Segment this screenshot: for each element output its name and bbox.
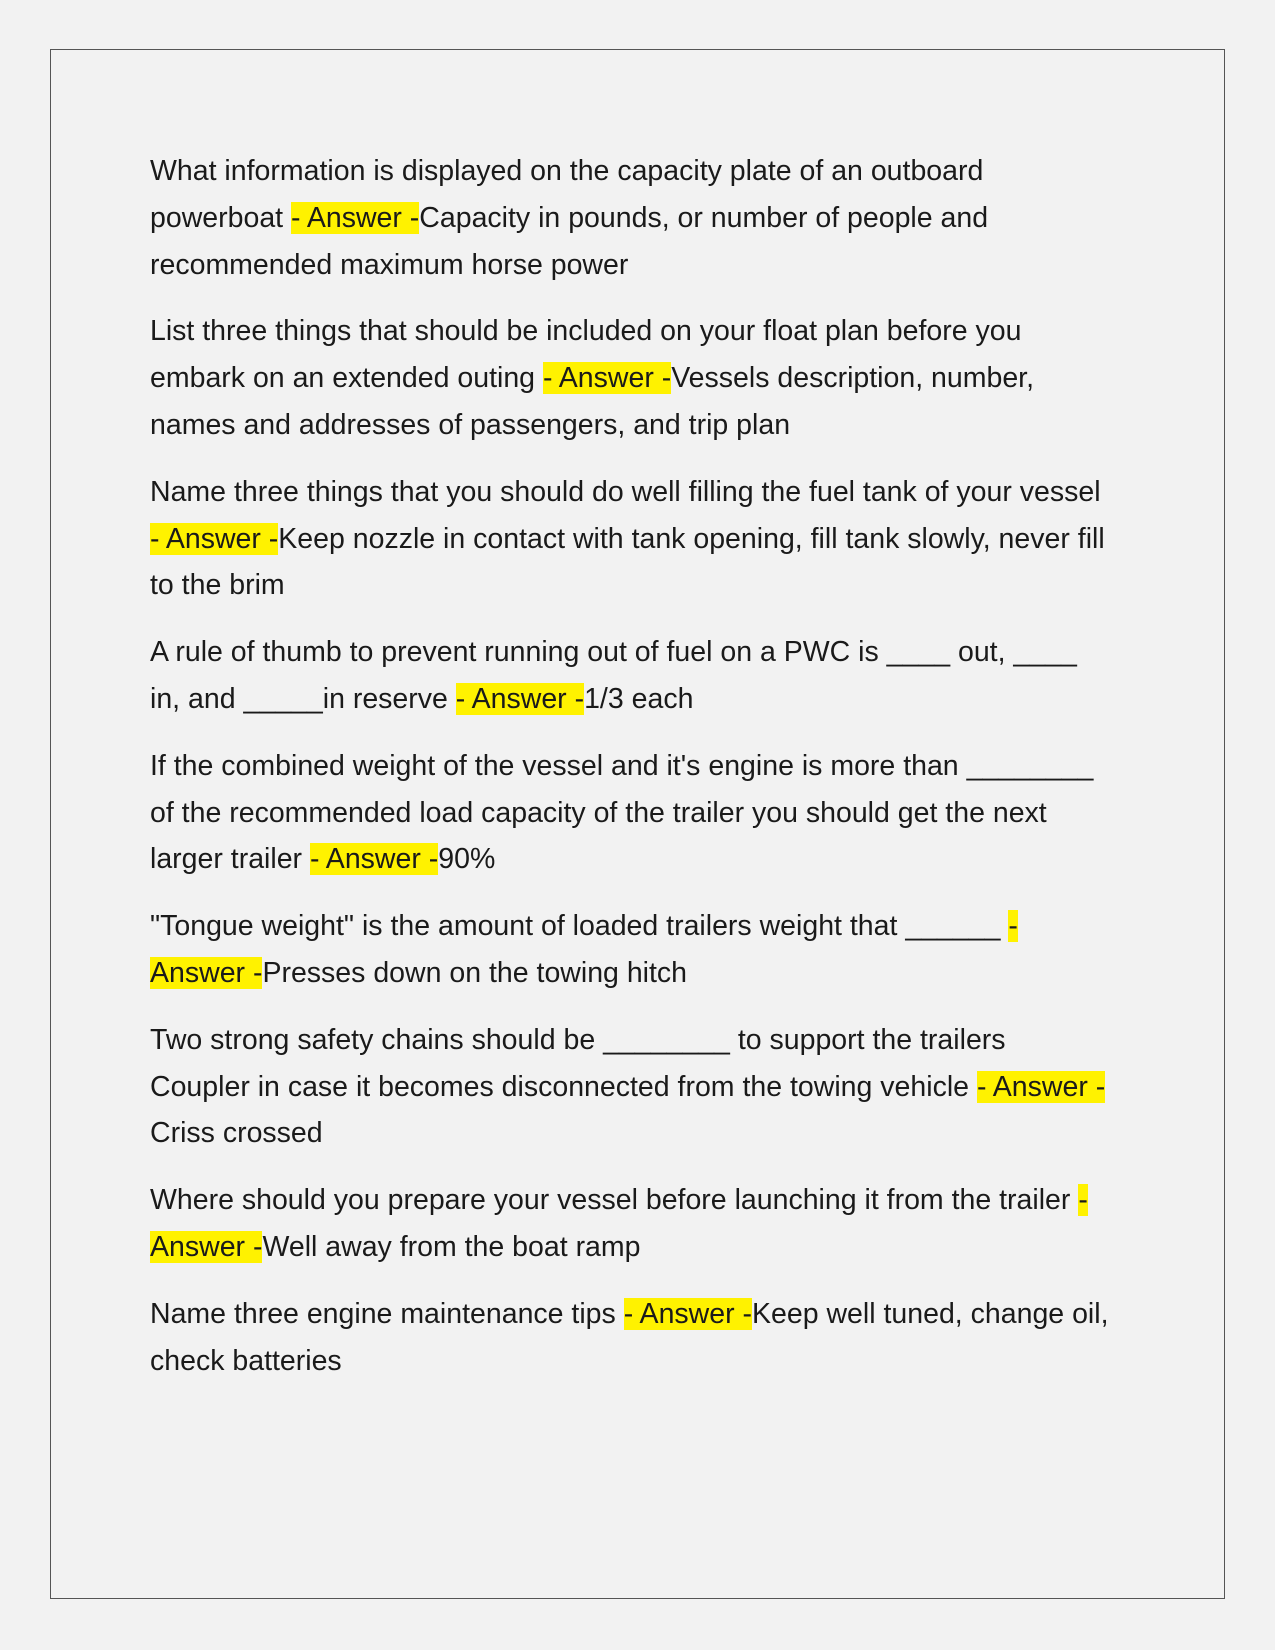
answer-text: Keep well tuned, change oil, check batteries — [150, 1297, 1109, 1377]
answer-text: Presses down on the towing hitch — [262, 956, 688, 989]
qa-item-3 — [150, 469, 1110, 609]
answer-text: Vessels description, number, names and addresses of passengers, and trip plan — [150, 362, 1035, 441]
question-text: List three things that should be included on your float plan before you embark on an extended outing — [150, 315, 1022, 395]
answer-marker: - Answer - — [309, 843, 439, 876]
question-text: Name three things that you should do well filling the fuel tank of your vessel — [150, 475, 1101, 508]
qa-item-1 — [150, 148, 1110, 288]
answer-marker: - Answer - — [976, 1070, 1106, 1103]
question-text: What information is displayed on the capacity plate of an outboard powerboat — [150, 155, 984, 234]
question-text: If the combined weight of the vessel and it's engine is more than ________ of the recommended load capacity of the trailer you should get the next larger trailer — [150, 749, 1094, 876]
answer-marker: - Answer - — [291, 201, 420, 234]
answer-text: 1/3 each — [584, 682, 694, 715]
qa-item-4 — [150, 629, 1110, 723]
answer-marker: - Answer - — [150, 522, 279, 555]
answer-text: Criss crossed — [150, 1117, 323, 1150]
answer-text: Well away from the boat ramp — [262, 1230, 641, 1263]
question-text: "Tongue weight" is the amount of loaded trailers weight that ______ — [150, 910, 1001, 943]
qa-item-6 — [150, 903, 1110, 997]
answer-text: Keep nozzle in contact with tank opening, fill tank slowly, never fill to the brim — [150, 522, 1105, 602]
qa-item-7 — [150, 1017, 1110, 1157]
answer-text: 90% — [438, 843, 496, 876]
qa-item-9 — [150, 1291, 1110, 1385]
answer-marker: - Answer - — [150, 1184, 1088, 1263]
answer-marker: - Answer - — [623, 1297, 752, 1330]
question-text: Two strong safety chains should be ________ to support the trailers Coupler in case it becomes disconnected from the towing vehicle — [150, 1023, 1006, 1103]
answer-marker: - Answer - — [455, 682, 585, 715]
question-text: Name three engine maintenance tips — [150, 1297, 616, 1330]
document-body — [150, 148, 1110, 1404]
question-text: A rule of thumb to prevent running out of fuel on a PWC is ____ out, ____ in, and _____in reserve — [150, 636, 1077, 715]
answer-text: Capacity in pounds, or number of people and recommended maximum horse power — [150, 201, 989, 281]
question-text: Where should you prepare your vessel before launching it from the trailer — [150, 1184, 1071, 1217]
qa-item-2 — [150, 308, 1110, 448]
qa-item-8 — [150, 1177, 1110, 1271]
answer-marker: - Answer - — [542, 362, 672, 395]
answer-marker: - Answer - — [150, 910, 1018, 989]
qa-item-5 — [150, 743, 1110, 883]
